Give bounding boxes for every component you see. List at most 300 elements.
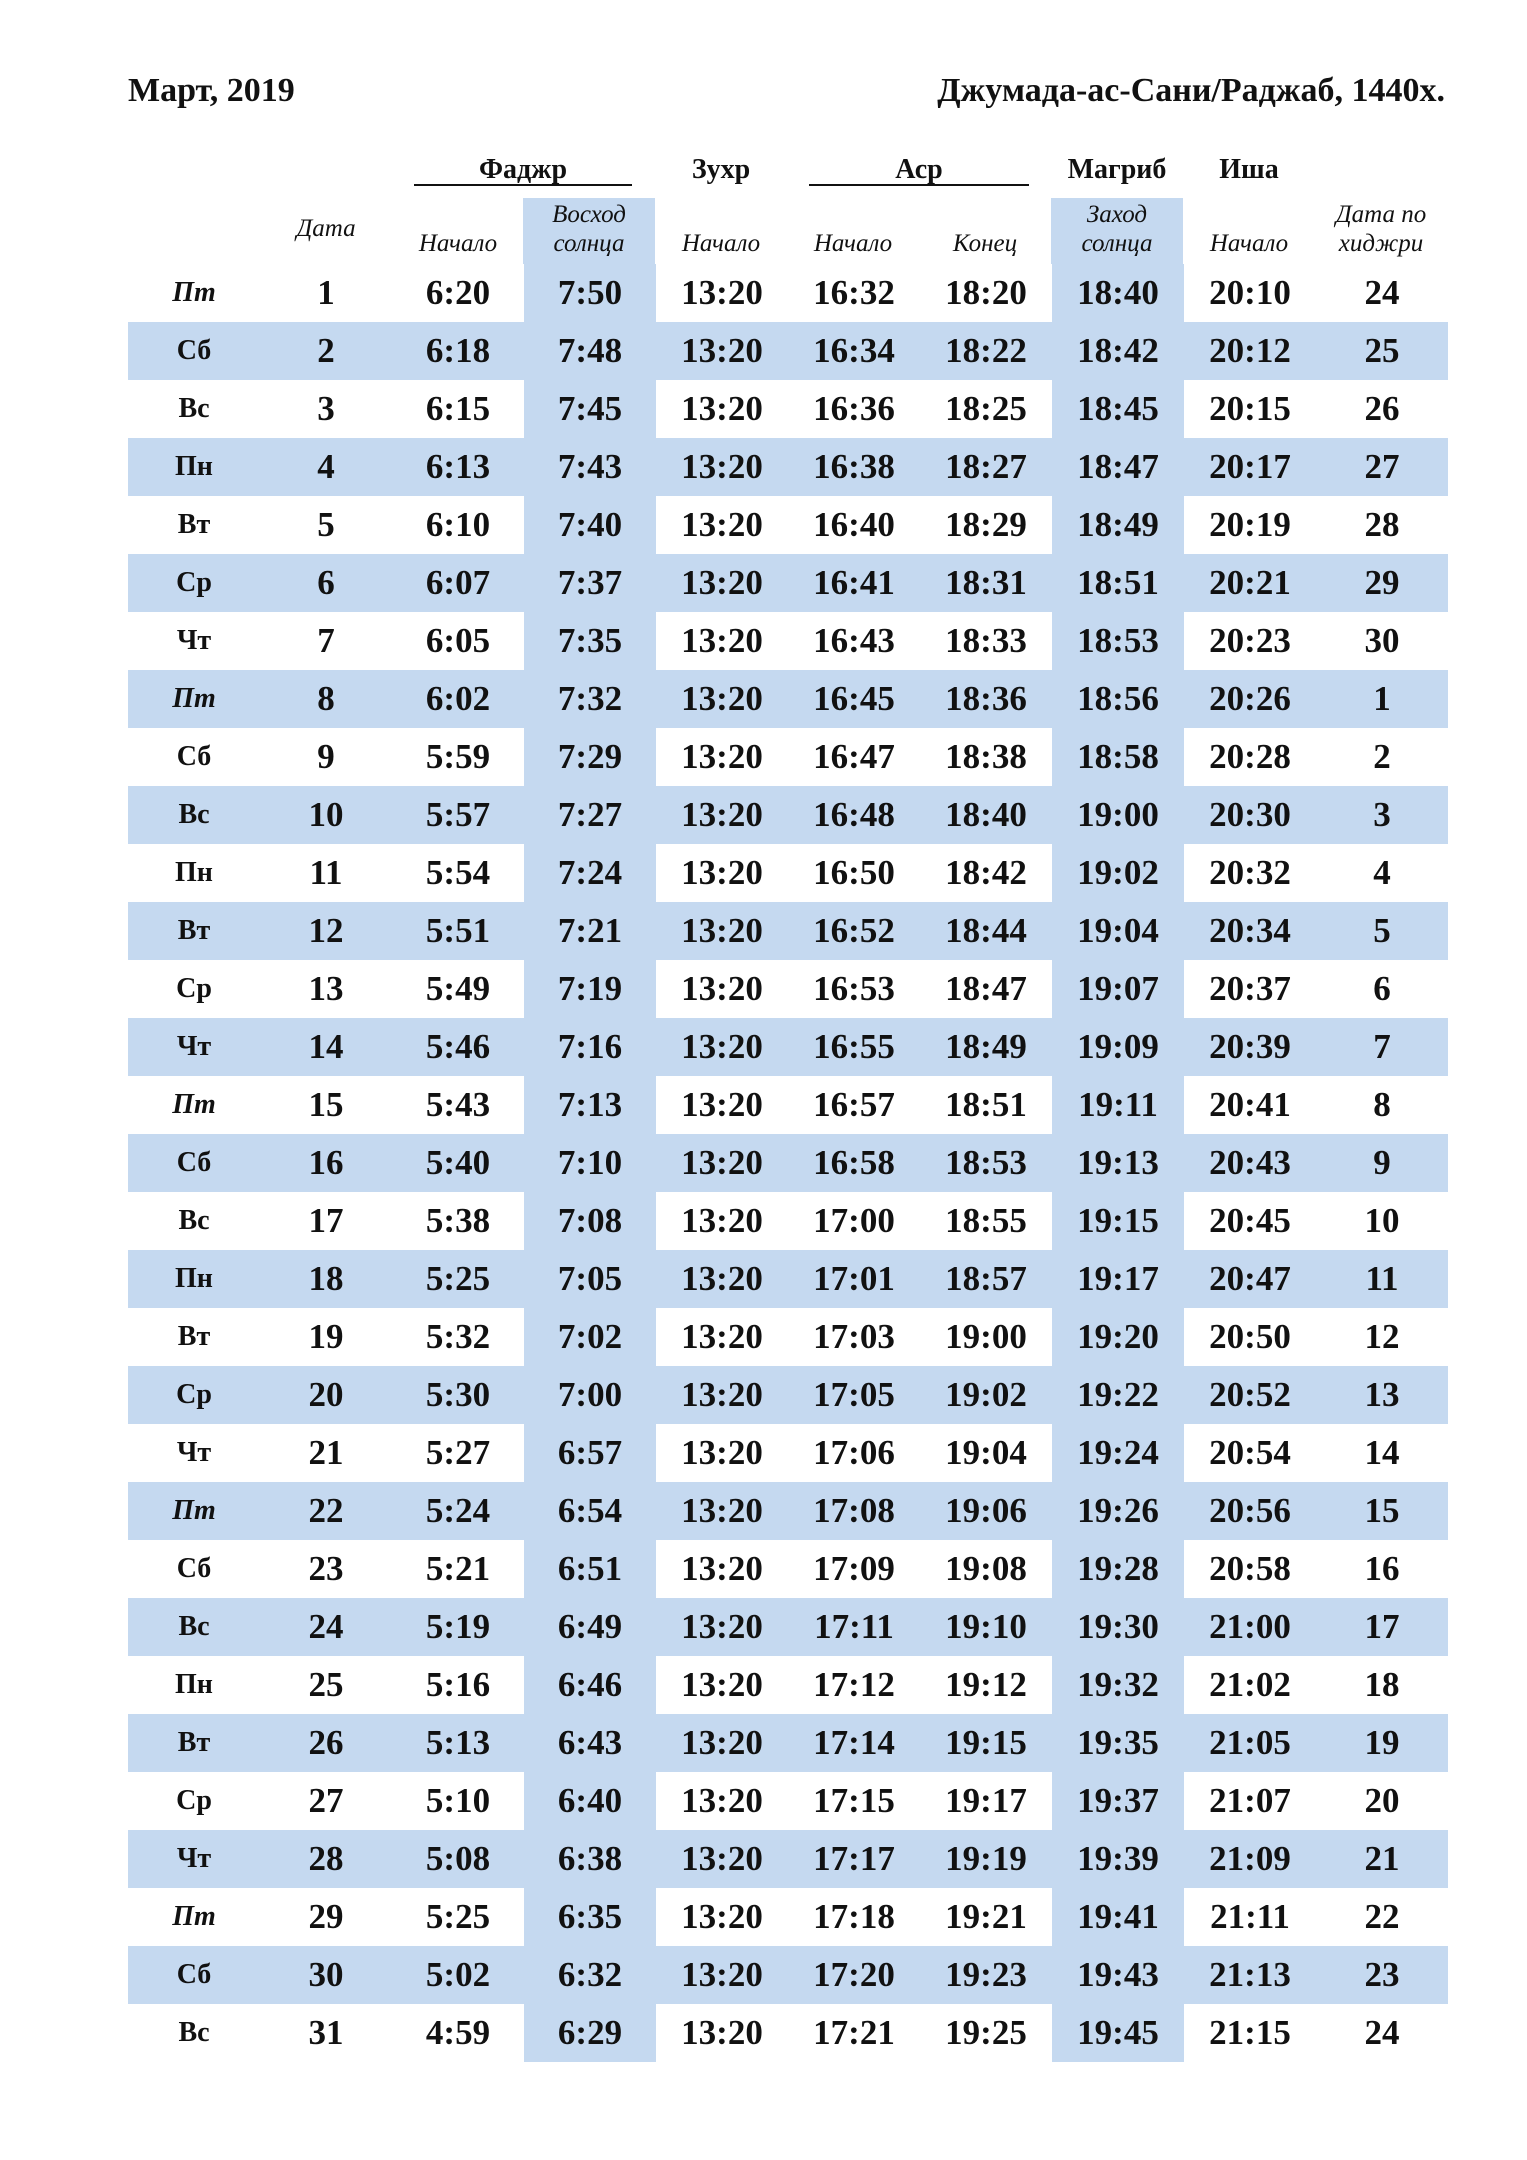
date-cell: 4 — [260, 438, 392, 496]
asr-start-cell: 17:09 — [813, 1549, 895, 1588]
asr-start-cell: 17:18 — [813, 1897, 895, 1936]
asr-start-cell: 17:21 — [813, 2013, 895, 2052]
table-row — [128, 554, 1448, 612]
hijri-date-cell: 19 — [1316, 1714, 1448, 1772]
sunset-cell: 19:43 — [1052, 1946, 1184, 2004]
date-cell: 20 — [260, 1366, 392, 1424]
asr-start-cell: 16:52 — [788, 902, 920, 960]
isha-start-cell: 20:50 — [1209, 1317, 1291, 1356]
isha-start-cell: 20:32 — [1209, 853, 1291, 892]
isha-start-cell: 20:41 — [1209, 1085, 1291, 1124]
day-cell: Пн — [175, 857, 213, 888]
sunset-cell: 19:41 — [1052, 1888, 1184, 1946]
date-cell: 26 — [260, 1714, 392, 1772]
isha-start-cell: 21:05 — [1184, 1714, 1316, 1772]
asr-end-cell: 18:25 — [945, 389, 1027, 428]
fajr-start-cell: 5:13 — [392, 1714, 524, 1772]
table-row — [128, 1772, 1448, 1830]
isha-start-cell: 21:09 — [1184, 1830, 1316, 1888]
hijri-date-cell: 15 — [1316, 1482, 1448, 1540]
sunset-cell: 19:39 — [1052, 1830, 1184, 1888]
zuhr-start-cell: 13:20 — [681, 389, 763, 428]
prayer-times-table — [128, 264, 1448, 2062]
table-row — [128, 844, 1448, 902]
asr-end-cell: 18:29 — [945, 505, 1027, 544]
fajr-start-cell: 6:10 — [425, 505, 491, 544]
date-cell: 19 — [308, 1317, 344, 1356]
zuhr-start-cell: 13:20 — [656, 1134, 788, 1192]
fajr-start-cell: 5:19 — [392, 1598, 524, 1656]
fajr-start-cell: 5:40 — [392, 1134, 524, 1192]
hijri-date-cell: 27 — [1316, 438, 1448, 496]
asr-end-cell: 18:27 — [920, 438, 1052, 496]
sunrise-cell: 7:40 — [524, 496, 656, 554]
zuhr-start-cell: 13:20 — [656, 1250, 788, 1308]
asr-start-cell: 16:55 — [788, 1018, 920, 1076]
table-row — [128, 1946, 1448, 2004]
hijri-date-cell: 17 — [1316, 1598, 1448, 1656]
hijri-date-cell: 30 — [1364, 621, 1400, 660]
asr-start-cell: 17:01 — [788, 1250, 920, 1308]
sunrise-cell: 6:46 — [524, 1656, 656, 1714]
table-row — [128, 960, 1448, 1018]
isha-start-cell: 20:54 — [1209, 1433, 1291, 1472]
sunrise-cell: 6:29 — [524, 2004, 656, 2062]
day-cell: Чт — [128, 1830, 260, 1888]
table-row — [128, 496, 1448, 554]
fajr-start-cell: 5:25 — [392, 1250, 524, 1308]
fajr-start-cell: 5:08 — [392, 1830, 524, 1888]
zuhr-start-cell: 13:20 — [681, 1781, 763, 1820]
table-row — [128, 1134, 1448, 1192]
sunrise-cell: 6:38 — [524, 1830, 656, 1888]
fajr-start-cell: 5:43 — [425, 1085, 491, 1124]
hijri-date-cell: 21 — [1316, 1830, 1448, 1888]
day-cell: Сб — [176, 741, 212, 772]
date-cell: 15 — [308, 1085, 344, 1124]
table-row — [128, 902, 1448, 960]
day-cell: Вт — [128, 1714, 260, 1772]
table-body — [128, 264, 1448, 2062]
asr-end-cell: 18:53 — [920, 1134, 1052, 1192]
asr-end-cell: 19:21 — [945, 1897, 1027, 1936]
zuhr-start-cell: 13:20 — [656, 1598, 788, 1656]
day-cell: Чт — [128, 1018, 260, 1076]
day-cell: Ср — [176, 973, 212, 1004]
zuhr-start-header: Начало — [681, 230, 761, 257]
asr-end-cell: 19:02 — [920, 1366, 1052, 1424]
asr-end-cell: 18:47 — [945, 969, 1027, 1008]
sunrise-cell: 7:35 — [524, 612, 656, 670]
date-cell: 23 — [308, 1549, 344, 1588]
fajr-start-cell: 5:51 — [392, 902, 524, 960]
sunset-cell: 19:00 — [1052, 786, 1184, 844]
isha-start-cell: 20:23 — [1209, 621, 1291, 660]
fajr-start-cell: 5:21 — [425, 1549, 491, 1588]
day-cell: Пт — [128, 1482, 260, 1540]
sunset-cell: 19:17 — [1052, 1250, 1184, 1308]
sunrise-cell: 7:43 — [524, 438, 656, 496]
asr-end-cell: 19:04 — [945, 1433, 1027, 1472]
sunset-cell: 19:20 — [1052, 1308, 1184, 1366]
table-row — [128, 380, 1448, 438]
zuhr-start-cell: 13:20 — [656, 1830, 788, 1888]
isha-start-cell: 20:52 — [1184, 1366, 1316, 1424]
table-row — [128, 264, 1448, 322]
sunrise-cell: 7:08 — [524, 1192, 656, 1250]
asr-end-cell: 18:38 — [945, 737, 1027, 776]
zuhr-start-cell: 13:20 — [656, 554, 788, 612]
isha-start-cell: 20:58 — [1209, 1549, 1291, 1588]
isha-start-cell: 20:21 — [1184, 554, 1316, 612]
sunset-cell: 19:02 — [1052, 844, 1184, 902]
zuhr-start-cell: 13:20 — [681, 1549, 763, 1588]
date-cell: 25 — [308, 1665, 344, 1704]
hijri-date-cell: 16 — [1364, 1549, 1400, 1588]
isha-start-cell: 21:15 — [1209, 2013, 1291, 2052]
date-cell: 27 — [308, 1781, 344, 1820]
month-title: Март, 2019 — [128, 72, 295, 109]
sunset-cell: 19:22 — [1052, 1366, 1184, 1424]
table-row — [128, 1888, 1448, 1946]
fajr-start-cell: 6:20 — [425, 273, 491, 312]
asr-start-cell: 17:03 — [813, 1317, 895, 1356]
zuhr-start-cell: 13:20 — [681, 273, 763, 312]
sunset-cell: 18:40 — [1052, 264, 1184, 322]
isha-start-cell: 20:37 — [1209, 969, 1291, 1008]
fajr-start-header: Начало — [418, 230, 498, 257]
day-cell: Вс — [178, 1205, 210, 1236]
fajr-start-cell: 5:54 — [425, 853, 491, 892]
date-cell: 31 — [308, 2013, 344, 2052]
hijri-date-cell: 4 — [1373, 853, 1391, 892]
zuhr-start-cell: 13:20 — [681, 1897, 763, 1936]
asr-end-cell: 19:17 — [945, 1781, 1027, 1820]
asr-start-cell: 16:50 — [813, 853, 895, 892]
asr-end-cell: 19:08 — [945, 1549, 1027, 1588]
table-row — [128, 1308, 1448, 1366]
sunset-cell: 19:11 — [1052, 1076, 1184, 1134]
zuhr-start-cell: 13:20 — [681, 737, 763, 776]
hijri-date-cell: 14 — [1364, 1433, 1400, 1472]
sunrise-cell: 7:10 — [524, 1134, 656, 1192]
fajr-start-cell: 5:57 — [392, 786, 524, 844]
isha-start-cell: 20:34 — [1184, 902, 1316, 960]
table-row — [128, 1540, 1448, 1598]
zuhr-start-cell: 13:20 — [681, 1085, 763, 1124]
date-cell: 7 — [317, 621, 335, 660]
sunset-cell: 19:09 — [1052, 1018, 1184, 1076]
hijri-date-cell: 11 — [1316, 1250, 1448, 1308]
isha-start-cell: 20:30 — [1184, 786, 1316, 844]
sunset-cell: 19:35 — [1052, 1714, 1184, 1772]
fajr-start-cell: 5:16 — [425, 1665, 491, 1704]
hijri-date-cell: 18 — [1364, 1665, 1400, 1704]
zuhr-start-cell: 13:20 — [656, 322, 788, 380]
fajr-start-cell: 5:02 — [392, 1946, 524, 2004]
table-row — [128, 322, 1448, 380]
sunset-cell: 19:26 — [1052, 1482, 1184, 1540]
date-cell: 5 — [317, 505, 335, 544]
hijri-date-cell: 24 — [1364, 273, 1400, 312]
sunset-cell: 19:07 — [1052, 960, 1184, 1018]
date-cell: 17 — [308, 1201, 344, 1240]
asr-end-cell: 19:06 — [920, 1482, 1052, 1540]
table-row — [128, 1018, 1448, 1076]
sunset-cell: 18:51 — [1052, 554, 1184, 612]
isha-start-cell: 21:00 — [1184, 1598, 1316, 1656]
zuhr-start-cell: 13:20 — [656, 1366, 788, 1424]
table-row — [128, 1250, 1448, 1308]
asr-start-header: Начало — [813, 230, 893, 257]
table-row — [128, 438, 1448, 496]
table-row — [128, 1714, 1448, 1772]
isha-start-cell: 20:26 — [1184, 670, 1316, 728]
sunrise-cell: 7:02 — [524, 1308, 656, 1366]
day-cell: Пт — [172, 277, 216, 308]
hijri-date-cell: 8 — [1373, 1085, 1391, 1124]
zuhr-start-cell: 13:20 — [656, 438, 788, 496]
zuhr-start-cell: 13:20 — [656, 902, 788, 960]
asr-end-cell: 19:23 — [920, 1946, 1052, 2004]
isha-start-cell: 20:56 — [1184, 1482, 1316, 1540]
isha-start-cell: 21:07 — [1209, 1781, 1291, 1820]
hijri-date-cell: 28 — [1364, 505, 1400, 544]
sunset-cell: 19:15 — [1052, 1192, 1184, 1250]
asr-end-cell: 18:40 — [920, 786, 1052, 844]
table-row — [128, 1192, 1448, 1250]
day-cell: Пт — [172, 1089, 216, 1120]
table-row — [128, 612, 1448, 670]
asr-start-cell: 16:41 — [788, 554, 920, 612]
isha-group-header: Иша — [1219, 154, 1279, 185]
isha-start-cell: 21:11 — [1210, 1897, 1290, 1936]
sunset-cell: 19:24 — [1052, 1424, 1184, 1482]
sunrise-cell: 7:16 — [524, 1018, 656, 1076]
fajr-start-cell: 5:32 — [425, 1317, 491, 1356]
sunset-cell: 18:49 — [1052, 496, 1184, 554]
fajr-start-cell: 5:10 — [425, 1781, 491, 1820]
isha-start-header: Начало — [1209, 230, 1289, 257]
hijri-date-cell: 26 — [1364, 389, 1400, 428]
isha-start-cell: 20:12 — [1184, 322, 1316, 380]
table-row — [128, 1366, 1448, 1424]
fajr-start-cell: 6:13 — [392, 438, 524, 496]
asr-start-cell: 17:14 — [788, 1714, 920, 1772]
sunrise-cell: 7:27 — [524, 786, 656, 844]
zuhr-start-cell: 13:20 — [656, 670, 788, 728]
sunrise-cell: 6:32 — [524, 1946, 656, 2004]
zuhr-start-cell: 13:20 — [681, 505, 763, 544]
hijri-date-cell: 20 — [1364, 1781, 1400, 1820]
sunrise-cell: 6:51 — [524, 1540, 656, 1598]
asr-end-cell: 19:25 — [945, 2013, 1027, 2052]
day-cell: Ср — [128, 1366, 260, 1424]
zuhr-start-cell: 13:20 — [681, 2013, 763, 2052]
fajr-start-cell: 5:25 — [425, 1897, 491, 1936]
sunset-cell: 18:47 — [1052, 438, 1184, 496]
sunrise-cell: 6:57 — [524, 1424, 656, 1482]
zuhr-start-cell: 13:20 — [656, 1482, 788, 1540]
asr-group-label: Аср — [895, 154, 943, 185]
day-cell: Вс — [178, 2017, 210, 2048]
asr-end-cell: 18:49 — [920, 1018, 1052, 1076]
table-row — [128, 1656, 1448, 1714]
asr-start-cell: 16:38 — [788, 438, 920, 496]
isha-start-cell: 20:28 — [1209, 737, 1291, 776]
date-cell: 3 — [317, 389, 335, 428]
asr-start-cell: 16:43 — [813, 621, 895, 660]
day-cell: Чт — [176, 625, 212, 656]
fajr-start-cell: 5:27 — [425, 1433, 491, 1472]
fajr-start-cell: 5:46 — [392, 1018, 524, 1076]
asr-start-cell: 16:45 — [788, 670, 920, 728]
day-cell: Ср — [176, 1785, 212, 1816]
fajr-start-cell: 6:02 — [392, 670, 524, 728]
isha-start-cell: 21:02 — [1209, 1665, 1291, 1704]
sunrise-cell: 7:00 — [524, 1366, 656, 1424]
zuhr-start-cell: 13:20 — [681, 969, 763, 1008]
day-cell: Пт — [128, 670, 260, 728]
sunset-cell: 19:32 — [1052, 1656, 1184, 1714]
fajr-start-cell: 5:24 — [392, 1482, 524, 1540]
isha-start-cell: 20:43 — [1184, 1134, 1316, 1192]
asr-end-cell: 19:12 — [945, 1665, 1027, 1704]
isha-start-cell: 21:13 — [1184, 1946, 1316, 2004]
fajr-start-cell: 5:49 — [425, 969, 491, 1008]
asr-start-cell: 16:36 — [813, 389, 895, 428]
fajr-start-cell: 6:05 — [425, 621, 491, 660]
day-cell: Сб — [128, 322, 260, 380]
hijri-date-cell: 3 — [1316, 786, 1448, 844]
hijri-date-cell: 6 — [1373, 969, 1391, 1008]
maghrib-group-header: Магриб — [1067, 154, 1167, 185]
date-cell: 8 — [260, 670, 392, 728]
date-column-header: Дата — [296, 215, 356, 242]
day-cell: Вс — [178, 393, 210, 424]
date-cell: 14 — [260, 1018, 392, 1076]
asr-start-cell: 17:12 — [813, 1665, 895, 1704]
table-row — [128, 1482, 1448, 1540]
hijri-date-cell: 22 — [1364, 1897, 1400, 1936]
date-cell: 11 — [309, 853, 343, 892]
hijri-date-cell: 13 — [1316, 1366, 1448, 1424]
sunset-cell: 18:58 — [1052, 728, 1184, 786]
date-cell: 1 — [317, 273, 335, 312]
zuhr-start-cell: 13:20 — [681, 1201, 763, 1240]
isha-start-cell: 20:39 — [1184, 1018, 1316, 1076]
isha-start-cell: 20:15 — [1209, 389, 1291, 428]
table-row — [128, 670, 1448, 728]
zuhr-start-cell: 13:20 — [656, 1946, 788, 2004]
sunrise-cell: 7:05 — [524, 1250, 656, 1308]
date-cell: 2 — [260, 322, 392, 380]
sunset-cell: 19:04 — [1052, 902, 1184, 960]
isha-start-cell: 20:17 — [1184, 438, 1316, 496]
date-cell: 16 — [260, 1134, 392, 1192]
day-cell: Вс — [128, 1598, 260, 1656]
zuhr-start-cell: 13:20 — [656, 1018, 788, 1076]
date-cell: 22 — [260, 1482, 392, 1540]
zuhr-start-cell: 13:20 — [681, 1665, 763, 1704]
table-row — [128, 1424, 1448, 1482]
date-cell: 28 — [260, 1830, 392, 1888]
sunset-cell: 18:42 — [1052, 322, 1184, 380]
date-cell: 24 — [260, 1598, 392, 1656]
day-cell: Пт — [172, 1901, 216, 1932]
asr-end-cell: 18:51 — [945, 1085, 1027, 1124]
day-cell: Вт — [177, 1321, 211, 1352]
hijri-date-cell: 12 — [1364, 1317, 1400, 1356]
hijri-date-cell: 2 — [1373, 737, 1391, 776]
table-row — [128, 786, 1448, 844]
date-cell: 10 — [260, 786, 392, 844]
fajr-start-cell: 5:38 — [425, 1201, 491, 1240]
asr-end-cell: 18:20 — [945, 273, 1027, 312]
date-cell: 30 — [260, 1946, 392, 2004]
sunrise-cell: 6:40 — [524, 1772, 656, 1830]
hijri-date-cell: 5 — [1316, 902, 1448, 960]
asr-end-cell: 18:36 — [920, 670, 1052, 728]
isha-start-cell: 20:19 — [1209, 505, 1291, 544]
day-cell: Вт — [177, 509, 211, 540]
table-row — [128, 1076, 1448, 1134]
fajr-start-cell: 4:59 — [425, 2013, 491, 2052]
day-cell: Вт — [128, 902, 260, 960]
table-row — [128, 728, 1448, 786]
fajr-start-cell: 6:18 — [392, 322, 524, 380]
asr-start-cell: 16:58 — [788, 1134, 920, 1192]
asr-start-cell: 16:53 — [813, 969, 895, 1008]
sunset-cell: 18:53 — [1052, 612, 1184, 670]
fajr-start-cell: 6:07 — [392, 554, 524, 612]
asr-start-cell: 17:06 — [813, 1433, 895, 1472]
zuhr-group-header: Зухр — [691, 154, 751, 185]
asr-end-cell: 18:57 — [920, 1250, 1052, 1308]
sunset-cell: 19:13 — [1052, 1134, 1184, 1192]
sunrise-cell: 7:50 — [524, 264, 656, 322]
sunset-cell: 19:37 — [1052, 1772, 1184, 1830]
sunrise-cell: 7:13 — [524, 1076, 656, 1134]
asr-end-cell: 18:42 — [945, 853, 1027, 892]
date-cell: 9 — [317, 737, 335, 776]
hijri-date-cell: 9 — [1316, 1134, 1448, 1192]
table-row — [128, 1830, 1448, 1888]
fajr-group-underline — [414, 184, 632, 186]
day-cell: Пн — [128, 1250, 260, 1308]
asr-start-cell: 17:11 — [788, 1598, 920, 1656]
asr-end-cell: 18:31 — [920, 554, 1052, 612]
fajr-group-label: Фаджр — [478, 154, 568, 185]
hijri-date-cell: 24 — [1364, 2013, 1400, 2052]
asr-end-cell: 19:00 — [945, 1317, 1027, 1356]
hijri-date-cell: 1 — [1316, 670, 1448, 728]
asr-start-cell: 16:40 — [813, 505, 895, 544]
sunset-cell: 19:28 — [1052, 1540, 1184, 1598]
asr-start-cell: 17:05 — [788, 1366, 920, 1424]
asr-start-cell: 16:57 — [813, 1085, 895, 1124]
zuhr-start-cell: 13:20 — [656, 786, 788, 844]
day-cell: Сб — [176, 1553, 212, 1584]
asr-end-cell: 19:15 — [920, 1714, 1052, 1772]
sunset-cell: 19:45 — [1052, 2004, 1184, 2062]
table-row — [128, 1598, 1448, 1656]
sunset-cell: 19:30 — [1052, 1598, 1184, 1656]
sunset-header: Заход солнца — [1081, 201, 1153, 257]
day-cell: Чт — [176, 1437, 212, 1468]
asr-start-cell: 16:48 — [788, 786, 920, 844]
asr-start-cell: 17:08 — [788, 1482, 920, 1540]
